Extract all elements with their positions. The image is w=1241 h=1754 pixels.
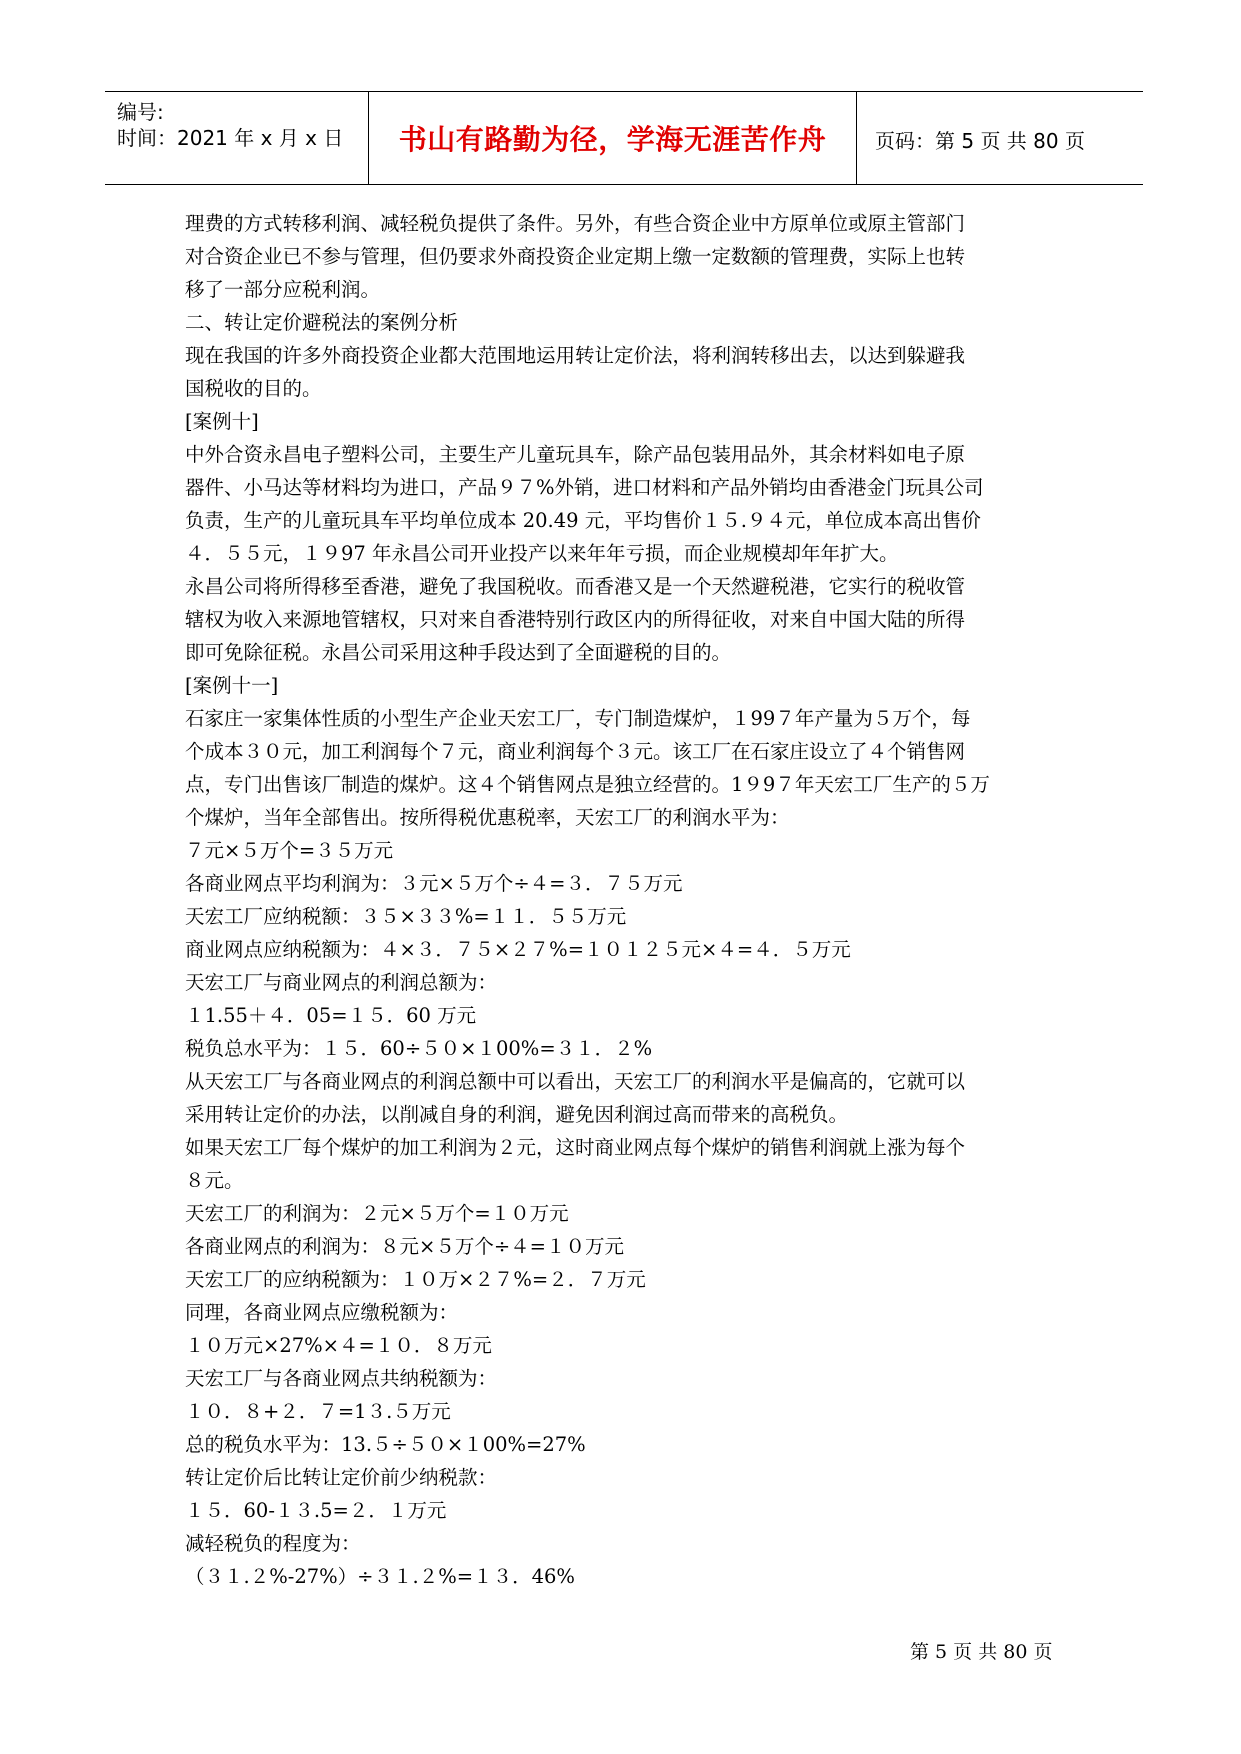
text-line: 现在我国的许多外商投资企业都大范围地运用转让定价法，将利润转移出去，以达到躲避我 xyxy=(185,344,966,367)
text-line: 国税收的目的。 xyxy=(185,377,322,400)
text-line: 税负总水平为：１５．60÷５０×１00%=３１．２% xyxy=(185,1037,653,1060)
text-line: 各商业网点的利润为：８元×５万个÷４=１０万元 xyxy=(185,1235,625,1258)
header-meta xyxy=(105,92,369,184)
text-line: 采用转让定价的办法，以削减自身的利润，避免因利润过高而带来的高税负。 xyxy=(185,1103,849,1126)
header-motto-cell xyxy=(369,92,857,184)
text-line: 永昌公司将所得移至香港，避免了我国税收。而香港又是一个天然避税港，它实行的税收管 xyxy=(185,575,966,598)
text-line: 天宏工厂与各商业网点共纳税额为： xyxy=(185,1367,498,1390)
header-motto: 书山有路勤为径，学海无涯苦作舟 xyxy=(398,123,827,156)
text-line: 辖权为收入来源地管辖权，只对来自香港特别行政区内的所得征收，对来自中国大陆的所得 xyxy=(185,608,966,631)
text-line: 二、转让定价避税法的案例分析 xyxy=(185,311,459,334)
text-line: ７元×５万个=３５万元 xyxy=(185,839,394,862)
header-page-cell xyxy=(857,92,1143,184)
text-line: 中外合资永昌电子塑料公司，主要生产儿童玩具车，除产品包装用品外，其余材料如电子原 xyxy=(185,443,966,466)
text-line: 天宏工厂应纳税额：３５×３３%=１１．５５万元 xyxy=(185,905,627,928)
text-line: 对合资企业已不参与管理，但仍要求外商投资企业定期上缴一定数额的管理费，实际上也转 xyxy=(185,245,966,268)
text-line: １０万元×27%×４=１０．８万元 xyxy=(185,1334,492,1357)
text-line: １1.55＋４．05=１５．60 万元 xyxy=(185,1004,477,1027)
text-line: 如果天宏工厂每个煤炉的加工利润为２元，这时商业网点每个煤炉的销售利润就上涨为每个 xyxy=(185,1136,966,1159)
text-line: （３１.２%-27%）÷３１.２%=１３．46% xyxy=(185,1565,575,1588)
text-line: 石家庄一家集体性质的小型生产企业天宏工厂，专门制造煤炉，１99７年产量为５万个，每 xyxy=(185,707,971,730)
text-line: [案例十一] xyxy=(185,674,279,697)
text-line: １０．８+２．７=1３.５万元 xyxy=(185,1400,451,1423)
text-line: 商业网点应纳税额为：４×３．７５×２７%=１０１２５元×４=４．５万元 xyxy=(185,938,851,961)
text-line: 点，专门出售该厂制造的煤炉。这４个销售网点是独立经营的。1９9７年天宏工厂生产的５万 xyxy=(185,773,990,796)
text-line: １５．60-１３.5=２．１万元 xyxy=(185,1499,447,1522)
text-line: 同理，各商业网点应缴税额为： xyxy=(185,1301,459,1324)
text-line: 个成本３０元，加工利润每个７元，商业利润每个３元。该工厂在石家庄设立了４个销售网 xyxy=(185,740,966,763)
serial-label: 编号: xyxy=(117,100,164,124)
text-line: 减轻税负的程度为： xyxy=(185,1532,361,1555)
page-footer: 第 5 页 共 80 页 xyxy=(910,1641,1053,1663)
text-line: 理费的方式转移利润、减轻税负提供了条件。另外，有些合资企业中方原单位或原主管部门 xyxy=(185,212,966,235)
text-line: 天宏工厂的利润为：２元×５万个=１０万元 xyxy=(185,1202,569,1225)
text-line: 即可免除征税。永昌公司采用这种手段达到了全面避税的目的。 xyxy=(185,641,732,664)
text-line: 个煤炉，当年全部售出。按所得税优惠税率，天宏工厂的利润水平为： xyxy=(185,806,790,829)
text-line: ８元。 xyxy=(185,1169,244,1192)
page-header xyxy=(105,91,1143,185)
text-line: 从天宏工厂与各商业网点的利润总额中可以看出，天宏工厂的利润水平是偏高的，它就可以 xyxy=(185,1070,966,1093)
text-line: 天宏工厂的应纳税额为：１０万×２７%=２．７万元 xyxy=(185,1268,646,1291)
text-line: 移了一部分应税利润。 xyxy=(185,278,381,301)
text-line: [案例十] xyxy=(185,410,259,433)
text-line: 天宏工厂与商业网点的利润总额为： xyxy=(185,971,498,994)
time-label: 时间：2021 年 x 月 x 日 xyxy=(117,126,344,150)
header-page-code: 页码：第 5 页 共 80 页 xyxy=(875,129,1085,153)
text-line: ４．５５元，１９97 年永昌公司开业投产以来年年亏损，而企业规模却年年扩大。 xyxy=(185,542,899,565)
text-line: 总的税负水平为：13.５÷５０×１00%=27% xyxy=(185,1433,586,1456)
text-line: 器件、小马达等材料均为进口，产品９７%外销，进口材料和产品外销均由香港金门玩具公司 xyxy=(185,476,984,499)
document-body xyxy=(185,207,1070,1593)
text-line: 负责，生产的儿童玩具车平均单位成本 20.49 元，平均售价１５.９４元，单位成本高出售价 xyxy=(185,509,981,532)
text-line: 转让定价后比转让定价前少纳税款： xyxy=(185,1466,498,1489)
text-line: 各商业网点平均利润为：３元×５万个÷４=３．７５万元 xyxy=(185,872,683,895)
